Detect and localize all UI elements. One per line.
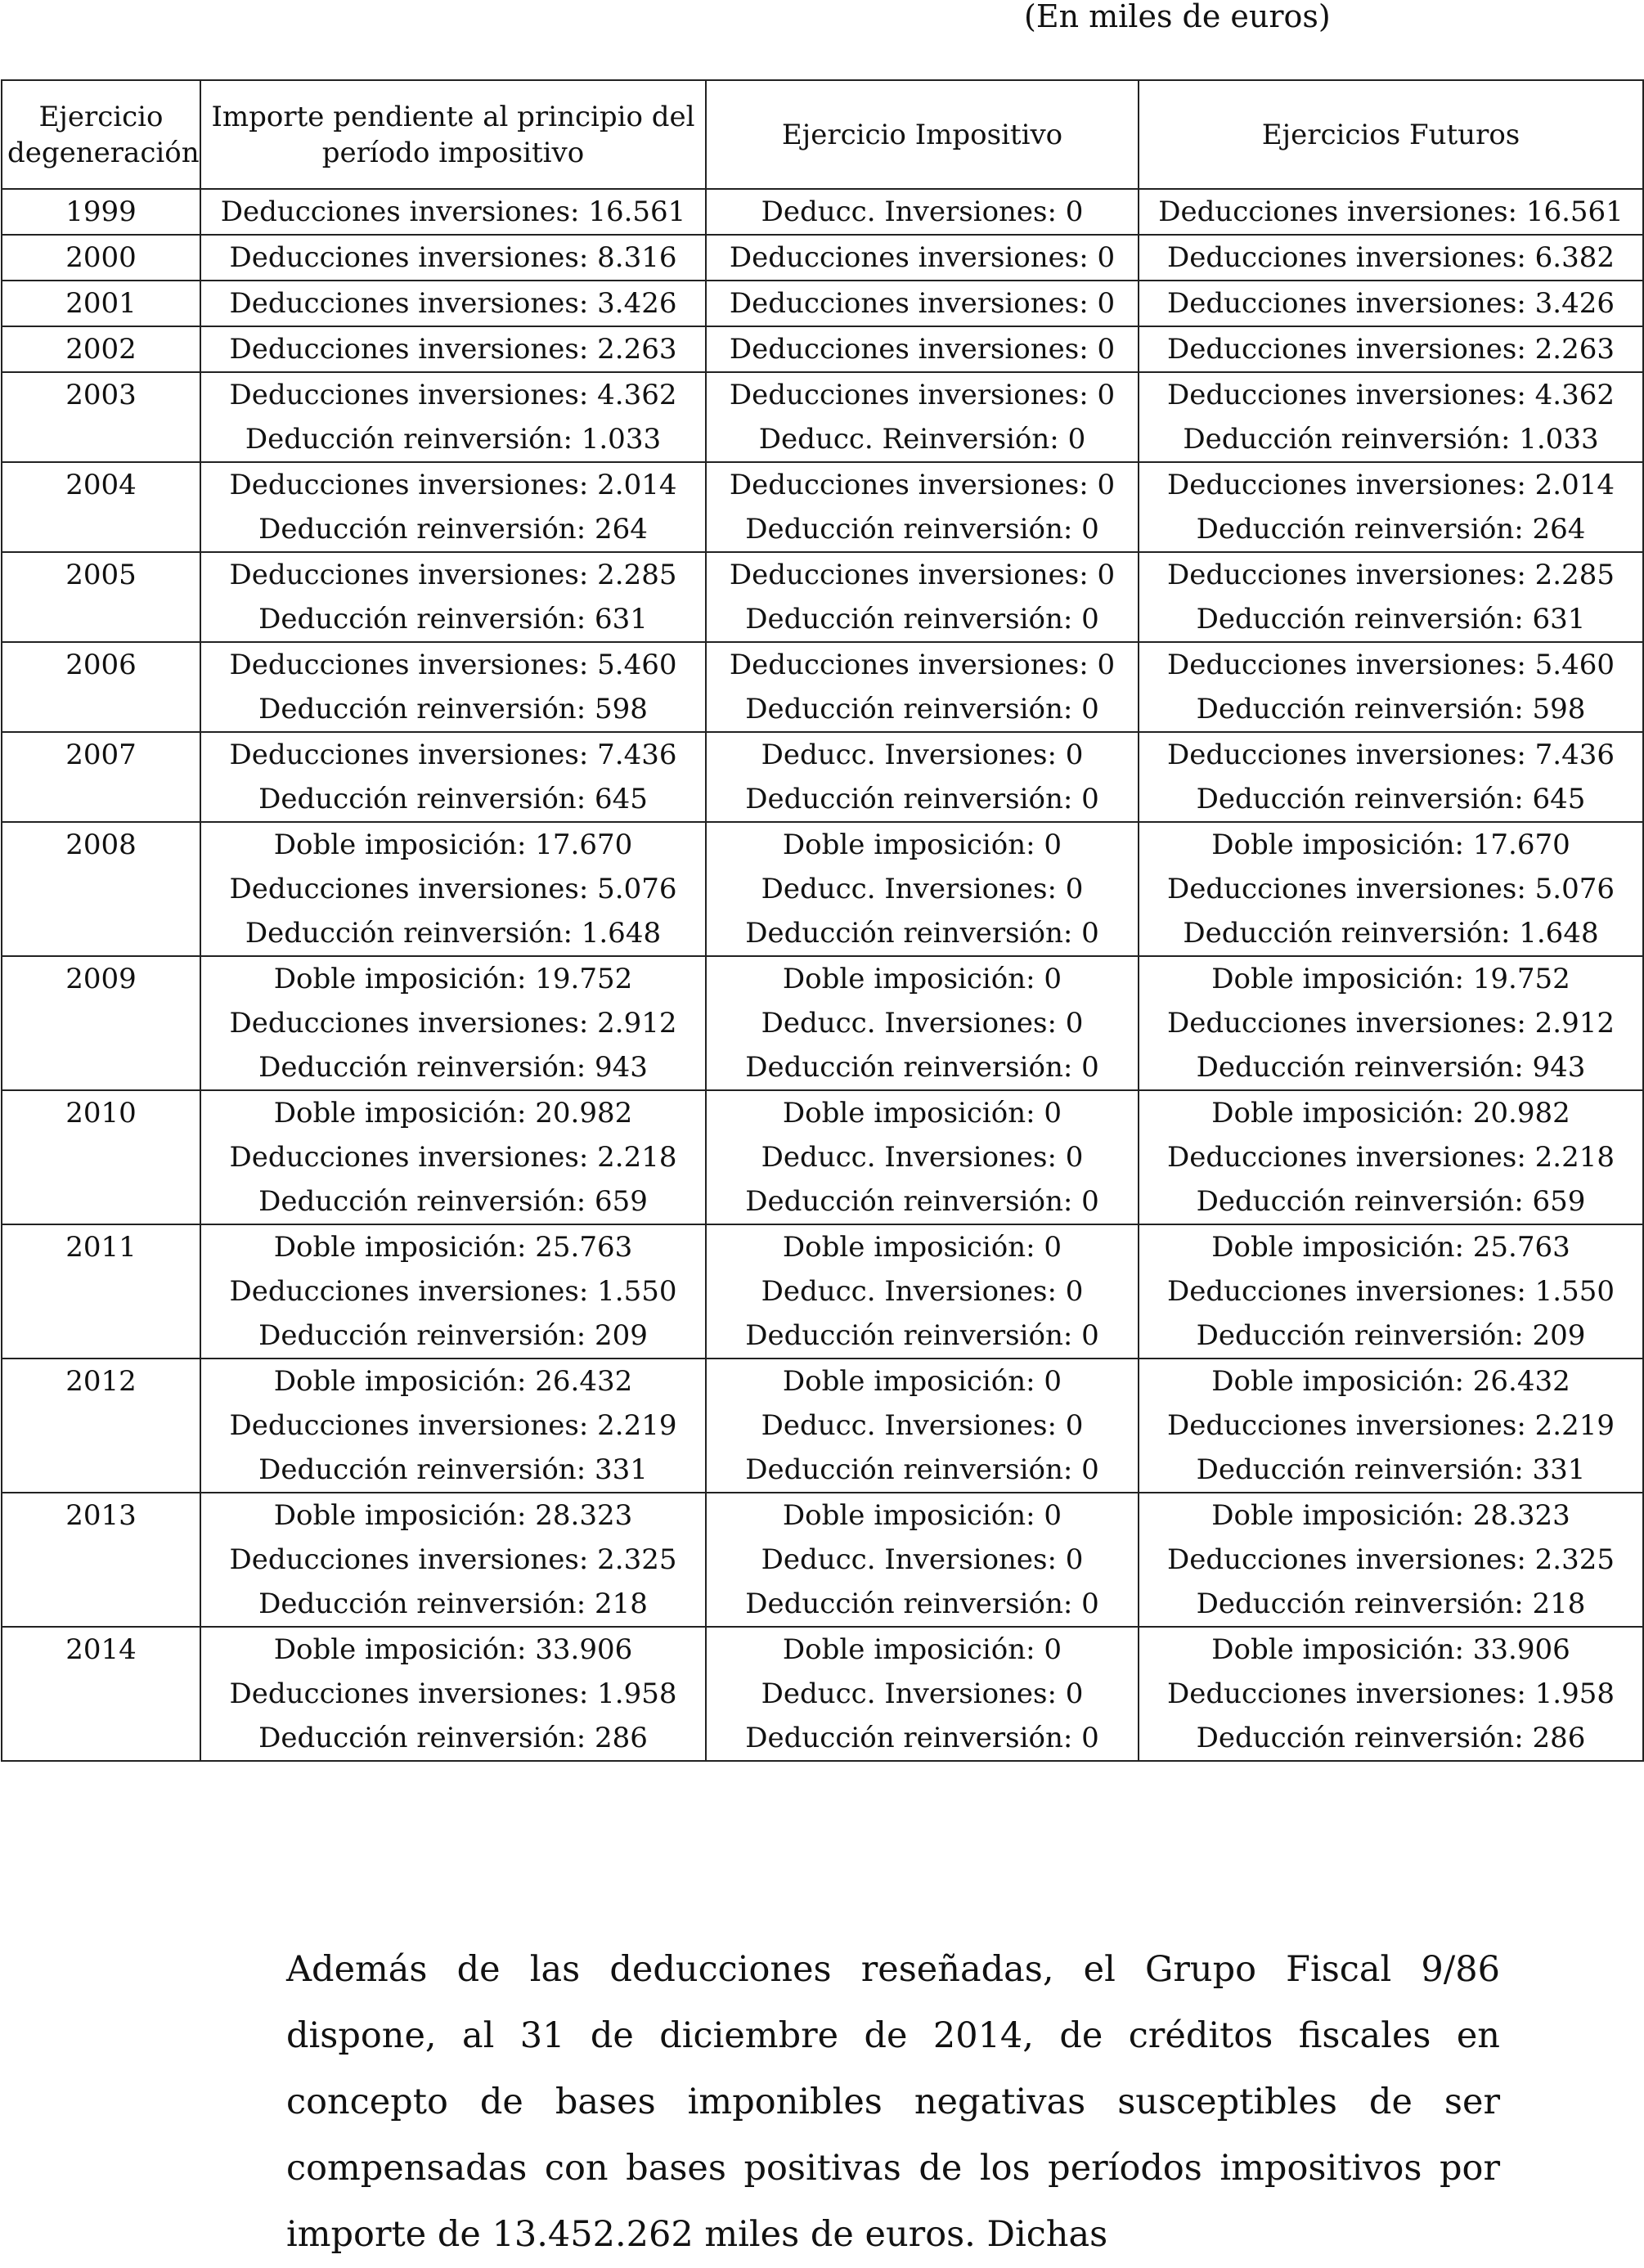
cell-line: Deducción reinversión: 645	[1196, 783, 1586, 815]
cell-line: Deducción reinversión: 218	[258, 1588, 648, 1620]
table-row	[2, 1359, 1643, 1493]
cell-line: Deducción reinversión: 631	[258, 603, 648, 635]
cell-line: Deducciones inversiones: 5.460	[229, 649, 677, 681]
cell-line: Doble imposición: 0	[782, 1365, 1062, 1398]
cell-line: Doble imposición: 0	[782, 829, 1062, 861]
cell-line: Deducción reinversión: 264	[1196, 513, 1586, 546]
cell-line: Doble imposición: 25.763	[273, 1231, 633, 1264]
cell-line: Doble imposición: 19.752	[273, 963, 633, 995]
cell-line: Deducciones inversiones: 0	[729, 559, 1116, 591]
cell-line: Deducciones inversiones: 3.426	[1167, 287, 1615, 320]
cell-line: Deducción reinversión: 209	[1196, 1319, 1586, 1352]
cell-future	[1139, 1493, 1643, 1627]
cell-pending	[200, 1224, 706, 1359]
cell-pending	[200, 372, 706, 462]
cell-line: Deducción reinversión: 0	[745, 783, 1099, 815]
cell-pending	[200, 1493, 706, 1627]
cell-pending	[200, 956, 706, 1090]
cell-line: Deducciones inversiones: 0	[729, 379, 1116, 411]
cell-line: Deducciones inversiones: 2.014	[229, 469, 677, 501]
cell-line: Doble imposición: 0	[782, 1499, 1062, 1532]
table-row	[2, 1090, 1643, 1224]
cell-line: Deducc. Inversiones: 0	[761, 1543, 1084, 1576]
cell-line: Doble imposición: 0	[782, 1633, 1062, 1666]
body-paragraph: Además de las deducciones reseñadas, el Grupo Fiscal 9/86 dispone, al 31 de diciembre de 2014, de créditos fiscales en concepto de bases imponibles negativas susceptibles de ser compensadas con bases positivas de los períodos impositivos por importe de 13.452.262 miles de euros. Dichas	[286, 1949, 1500, 2255]
cell-line: Deducciones inversiones: 16.561	[1158, 195, 1624, 228]
cell-line: Deducciones inversiones: 0	[729, 333, 1116, 366]
cell-pending	[200, 642, 706, 732]
cell-line: Deducciones inversiones: 2.219	[229, 1409, 677, 1442]
cell-year: 2010	[2, 1090, 200, 1224]
cell-line: Doble imposición: 28.323	[273, 1499, 633, 1532]
cell-line: Deducciones inversiones: 2.263	[229, 333, 677, 366]
cell-line: Deducciones inversiones: 1.550	[1167, 1275, 1615, 1308]
cell-line: Deducción reinversión: 598	[258, 693, 648, 725]
cell-line: Doble imposición: 20.982	[273, 1097, 633, 1130]
cell-line: Deducc. Inversiones: 0	[761, 1275, 1084, 1308]
cell-year: 2009	[2, 956, 200, 1090]
cell-line: Deducciones inversiones: 2.912	[1167, 1007, 1615, 1040]
cell-year: 2005	[2, 552, 200, 642]
table-row	[2, 189, 1643, 235]
cell-line: Deducciones inversiones: 1.958	[229, 1677, 677, 1710]
header-future-years: Ejercicios Futuros	[1139, 80, 1643, 189]
cell-line: Deducciones inversiones: 0	[729, 287, 1116, 320]
cell-line: Deducciones inversiones: 5.460	[1167, 649, 1615, 681]
cell-future	[1139, 552, 1643, 642]
cell-future	[1139, 642, 1643, 732]
cell-pending	[200, 235, 706, 281]
table-row	[2, 822, 1643, 956]
table-row	[2, 1224, 1643, 1359]
cell-pending	[200, 822, 706, 956]
cell-current	[706, 326, 1139, 372]
cell-line: Deducción reinversión: 331	[1196, 1453, 1586, 1486]
table-row	[2, 326, 1643, 372]
cell-line: Deducciones inversiones: 0	[729, 649, 1116, 681]
cell-line: Deducción reinversión: 286	[258, 1722, 648, 1754]
cell-line: Deducción reinversión: 209	[258, 1319, 648, 1352]
cell-future	[1139, 1627, 1643, 1761]
cell-year: 2002	[2, 326, 200, 372]
cell-current	[706, 372, 1139, 462]
cell-line: Deducciones inversiones: 8.316	[229, 241, 677, 274]
cell-line: Deducciones inversiones: 2.325	[229, 1543, 677, 1576]
cell-year: 2001	[2, 281, 200, 326]
cell-line: Deducc. Inversiones: 0	[761, 1007, 1084, 1040]
cell-line: Doble imposición: 26.432	[1211, 1365, 1570, 1398]
cell-pending	[200, 1090, 706, 1224]
cell-future	[1139, 1359, 1643, 1493]
cell-line: Deducciones inversiones: 6.382	[1167, 241, 1615, 274]
units-note: (En miles de euros)	[1024, 0, 1331, 34]
cell-line: Deducción reinversión: 1.033	[245, 423, 662, 456]
cell-current	[706, 235, 1139, 281]
header-generation-year: Ejercicio degeneración	[2, 80, 200, 189]
cell-future	[1139, 822, 1643, 956]
cell-line: Deducción reinversión: 1.648	[1183, 917, 1599, 950]
cell-year: 2007	[2, 732, 200, 822]
cell-line: Doble imposición: 17.670	[273, 829, 633, 861]
cell-line: Deducción reinversión: 0	[745, 1319, 1099, 1352]
cell-line: Deducción reinversión: 264	[258, 513, 648, 546]
table-row	[2, 372, 1643, 462]
cell-line: Deducc. Inversiones: 0	[761, 1677, 1084, 1710]
table-row	[2, 235, 1643, 281]
cell-future	[1139, 235, 1643, 281]
cell-current	[706, 1224, 1139, 1359]
cell-pending	[200, 462, 706, 552]
cell-current	[706, 822, 1139, 956]
cell-line: Doble imposición: 33.906	[273, 1633, 633, 1666]
cell-line: Deducciones inversiones: 2.014	[1167, 469, 1615, 501]
cell-current	[706, 732, 1139, 822]
cell-line: Deducción reinversión: 943	[1196, 1051, 1586, 1084]
cell-future	[1139, 326, 1643, 372]
cell-current	[706, 1359, 1139, 1493]
cell-line: Doble imposición: 0	[782, 963, 1062, 995]
cell-line: Deducciones inversiones: 2.263	[1167, 333, 1615, 366]
cell-current	[706, 462, 1139, 552]
header-tax-year: Ejercicio Impositivo	[706, 80, 1139, 189]
cell-current	[706, 1493, 1139, 1627]
cell-current	[706, 956, 1139, 1090]
cell-line: Doble imposición: 20.982	[1211, 1097, 1570, 1130]
cell-line: Deducciones inversiones: 2.219	[1167, 1409, 1615, 1442]
cell-year: 2008	[2, 822, 200, 956]
table-row	[2, 1627, 1643, 1761]
cell-line: Doble imposición: 28.323	[1211, 1499, 1570, 1532]
tax-deductions-table	[1, 79, 1644, 1762]
cell-future	[1139, 372, 1643, 462]
cell-line: Doble imposición: 0	[782, 1097, 1062, 1130]
cell-line: Deducción reinversión: 631	[1196, 603, 1586, 635]
cell-line: Deducciones inversiones: 4.362	[229, 379, 677, 411]
cell-year: 2012	[2, 1359, 200, 1493]
cell-year: 2003	[2, 372, 200, 462]
table-row	[2, 732, 1643, 822]
cell-year: 2004	[2, 462, 200, 552]
cell-line: Doble imposición: 26.432	[273, 1365, 633, 1398]
table-body	[2, 189, 1643, 1761]
cell-line: Deducc. Reinversión: 0	[758, 423, 1086, 456]
cell-line: Deducción reinversión: 645	[258, 783, 648, 815]
cell-current	[706, 189, 1139, 235]
cell-pending	[200, 281, 706, 326]
cell-line: Deducción reinversión: 1.648	[245, 917, 662, 950]
cell-pending	[200, 732, 706, 822]
cell-year: 1999	[2, 189, 200, 235]
cell-line: Deducción reinversión: 659	[258, 1185, 648, 1218]
cell-line: Deducción reinversión: 1.033	[1183, 423, 1599, 456]
cell-current	[706, 1627, 1139, 1761]
cell-line: Deducciones inversiones: 4.362	[1167, 379, 1615, 411]
cell-line: Deducciones inversiones: 0	[729, 241, 1116, 274]
cell-line: Deducción reinversión: 0	[745, 1051, 1099, 1084]
cell-line: Deducción reinversión: 659	[1196, 1185, 1586, 1218]
cell-year: 2000	[2, 235, 200, 281]
table-row	[2, 462, 1643, 552]
cell-year: 2013	[2, 1493, 200, 1627]
cell-current	[706, 642, 1139, 732]
table-header-row	[2, 80, 1643, 189]
cell-line: Deducción reinversión: 0	[745, 1185, 1099, 1218]
cell-line: Deducciones inversiones: 5.076	[1167, 873, 1615, 905]
cell-line: Deducción reinversión: 331	[258, 1453, 648, 1486]
cell-pending	[200, 189, 706, 235]
cell-line: Doble imposición: 33.906	[1211, 1633, 1570, 1666]
cell-line: Deducciones inversiones: 2.912	[229, 1007, 677, 1040]
cell-line: Deducciones inversiones: 7.436	[1167, 739, 1615, 771]
cell-future	[1139, 956, 1643, 1090]
cell-line: Deducción reinversión: 0	[745, 603, 1099, 635]
cell-line: Deducciones inversiones: 1.958	[1167, 1677, 1615, 1710]
cell-line: Deducc. Inversiones: 0	[761, 1409, 1084, 1442]
cell-line: Deducciones inversiones: 1.550	[229, 1275, 677, 1308]
cell-line: Deducciones inversiones: 7.436	[229, 739, 677, 771]
cell-line: Deducción reinversión: 0	[745, 513, 1099, 546]
cell-future	[1139, 281, 1643, 326]
header-pending-amount: Importe pendiente al principio del período impositivo	[200, 80, 706, 189]
cell-future	[1139, 732, 1643, 822]
table-row	[2, 1493, 1643, 1627]
cell-pending	[200, 1359, 706, 1493]
cell-line: Deducciones inversiones: 2.218	[229, 1141, 677, 1174]
cell-line: Deducción reinversión: 0	[745, 917, 1099, 950]
table-row	[2, 642, 1643, 732]
cell-line: Deducción reinversión: 0	[745, 1722, 1099, 1754]
cell-future	[1139, 189, 1643, 235]
cell-line: Deducciones inversiones: 3.426	[229, 287, 677, 320]
cell-line: Deducciones inversiones: 16.561	[220, 195, 686, 228]
cell-future	[1139, 462, 1643, 552]
cell-line: Deducc. Inversiones: 0	[761, 195, 1084, 228]
cell-current	[706, 1090, 1139, 1224]
cell-line: Deducciones inversiones: 2.218	[1167, 1141, 1615, 1174]
cell-line: Deducciones inversiones: 0	[729, 469, 1116, 501]
cell-line: Deducción reinversión: 218	[1196, 1588, 1586, 1620]
cell-line: Deducciones inversiones: 2.285	[1167, 559, 1615, 591]
cell-year: 2014	[2, 1627, 200, 1761]
cell-line: Deducciones inversiones: 5.076	[229, 873, 677, 905]
cell-line: Deducción reinversión: 0	[745, 1588, 1099, 1620]
cell-future	[1139, 1224, 1643, 1359]
cell-current	[706, 552, 1139, 642]
table-row	[2, 552, 1643, 642]
cell-pending	[200, 552, 706, 642]
cell-line: Deducción reinversión: 598	[1196, 693, 1586, 725]
cell-line: Deducción reinversión: 0	[745, 1453, 1099, 1486]
cell-line: Deducciones inversiones: 2.285	[229, 559, 677, 591]
cell-line: Deducc. Inversiones: 0	[761, 873, 1084, 905]
cell-year: 2006	[2, 642, 200, 732]
cell-year: 2011	[2, 1224, 200, 1359]
cell-future	[1139, 1090, 1643, 1224]
table-row	[2, 956, 1643, 1090]
cell-line: Doble imposición: 19.752	[1211, 963, 1570, 995]
cell-pending	[200, 326, 706, 372]
cell-line: Deducc. Inversiones: 0	[761, 739, 1084, 771]
cell-line: Deducciones inversiones: 2.325	[1167, 1543, 1615, 1576]
cell-line: Deducción reinversión: 943	[258, 1051, 648, 1084]
cell-line: Deducción reinversión: 0	[745, 693, 1099, 725]
cell-pending	[200, 1627, 706, 1761]
cell-current	[706, 281, 1139, 326]
cell-line: Deducc. Inversiones: 0	[761, 1141, 1084, 1174]
cell-line: Deducción reinversión: 286	[1196, 1722, 1586, 1754]
cell-line: Doble imposición: 0	[782, 1231, 1062, 1264]
cell-line: Doble imposición: 17.670	[1211, 829, 1570, 861]
cell-line: Doble imposición: 25.763	[1211, 1231, 1570, 1264]
table-row	[2, 281, 1643, 326]
